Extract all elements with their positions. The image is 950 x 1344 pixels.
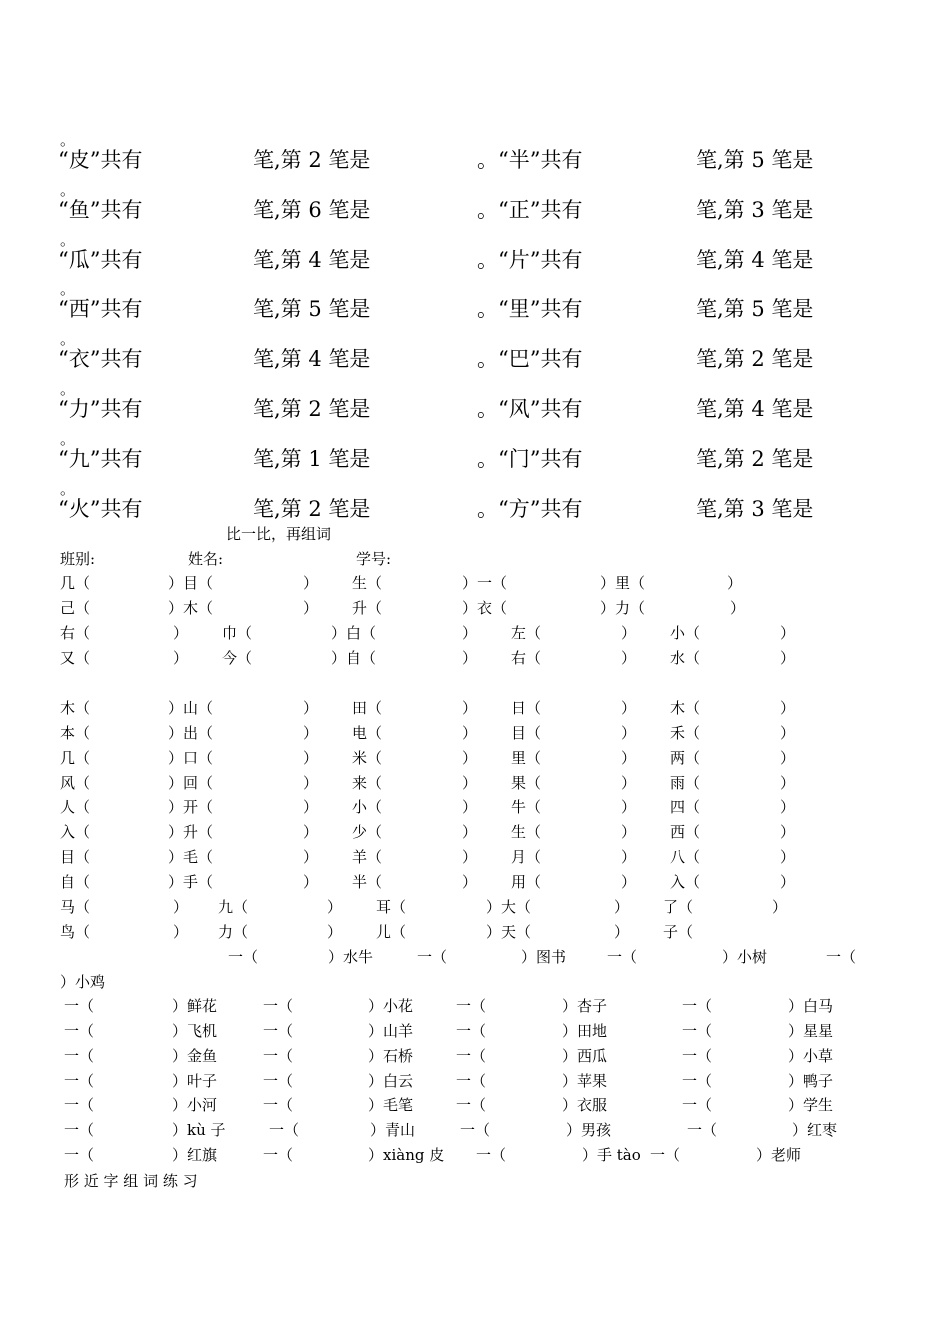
stroke-question-right: 。“风”共有	[477, 397, 583, 421]
word-pair-cell: 风（	[60, 773, 91, 792]
word-pair-cell: 九（	[218, 898, 249, 916]
measure-word-cell: ）老师	[756, 1146, 802, 1165]
word-pair-cell: ）木（	[168, 599, 214, 617]
word-pair-cell: ）	[327, 923, 343, 941]
measure-word-cell: ）苹果	[562, 1071, 608, 1090]
measure-word-cell: 一（	[682, 1071, 713, 1090]
measure-word-cell: ）水牛	[328, 948, 374, 966]
stroke-question-right: 。“正”共有	[477, 197, 583, 222]
measure-word-cell: ）金鱼	[172, 1046, 218, 1065]
measure-word-cell: ）图书	[521, 948, 567, 966]
word-pair-cell: 小（	[352, 798, 383, 817]
measure-word-cell: ）xiàng 皮	[368, 1146, 445, 1165]
word-pair-cell: ）	[621, 798, 637, 817]
stroke-question-right: 。“巴”共有	[477, 347, 583, 372]
word-pair-cell: ）山（	[168, 699, 214, 717]
word-pair-cell: ）里（	[600, 574, 646, 592]
word-pair-cell: ）	[780, 798, 796, 817]
compare-title: 比一比，再组词	[226, 525, 332, 543]
word-pair-cell: 自（	[60, 872, 91, 891]
measure-word-cell: ）白马	[788, 997, 834, 1015]
class-label: 班别:	[60, 550, 96, 568]
measure-word-cell: ）杏子	[562, 997, 608, 1015]
word-pair-cell: 西（	[670, 823, 701, 842]
word-pair-cell: ）	[614, 923, 630, 941]
measure-word-cell: 一（	[682, 1046, 713, 1065]
measure-word-cell: ）学生	[788, 1096, 834, 1115]
measure-word-cell: 一（	[64, 1046, 95, 1065]
word-pair-cell: 牛（	[511, 798, 542, 817]
measure-word-cell: ）青山	[370, 1121, 416, 1140]
measure-word-cell: ）西瓜	[562, 1046, 608, 1065]
measure-word-cell: ）山羊	[368, 1021, 414, 1040]
period-mark: 。	[60, 280, 76, 299]
word-pair-cell: ）回（	[168, 773, 214, 792]
word-pair-cell: ）天（	[486, 923, 532, 941]
word-pair-cell: ）	[303, 773, 319, 792]
word-pair-cell: ）	[780, 848, 796, 867]
word-pair-cell: ）	[303, 599, 319, 617]
stroke-question-end: 笔,第 4 笔是	[696, 247, 814, 272]
word-pair-cell: ）	[614, 898, 630, 916]
word-pair-cell: 入（	[670, 872, 701, 891]
word-pair-cell: 右（	[60, 624, 91, 642]
stroke-question-end: 笔,第 3 笔是	[696, 197, 814, 222]
word-pair-cell: 左（	[511, 624, 542, 642]
word-pair-cell: 生（	[511, 823, 542, 842]
measure-word-cell: 一（	[456, 1071, 487, 1090]
stroke-question-left: “衣”共有	[58, 347, 143, 372]
word-pair-cell: 雨（	[670, 773, 701, 792]
word-pair-cell: ）	[727, 574, 743, 592]
word-pair-cell: ）	[780, 872, 796, 891]
word-pair-cell: ）	[780, 748, 796, 767]
measure-word-cell: ）红旗	[172, 1146, 218, 1165]
word-pair-cell: ）大（	[486, 898, 532, 916]
word-pair-cell: 八（	[670, 848, 701, 867]
measure-word-cell: ）小河	[172, 1096, 218, 1115]
word-pair-cell: ）	[621, 699, 637, 717]
word-pair-cell: 右（	[511, 649, 542, 667]
period-mark: 。	[60, 429, 76, 448]
stroke-question-end: 笔,第 5 笔是	[696, 148, 814, 172]
word-pair-cell: 来（	[352, 773, 383, 792]
measure-word-cell: 一（	[64, 1096, 95, 1115]
stroke-question-end: 笔,第 2 笔是	[696, 446, 814, 471]
measure-word-cell: 一（	[64, 1071, 95, 1090]
word-pair-cell: ）目（	[168, 574, 214, 592]
measure-word-cell: 一（	[687, 1121, 718, 1140]
word-pair-cell: 巾（	[222, 624, 253, 642]
word-pair-cell: 目（	[60, 848, 91, 867]
measure-word-cell: 一（	[650, 1146, 681, 1165]
word-pair-cell: 又（	[60, 649, 91, 667]
word-pair-cell: ）	[621, 848, 637, 867]
word-pair-cell: ）	[462, 872, 478, 891]
word-pair-cell: ）升（	[168, 823, 214, 842]
measure-word-cell: ）飞机	[172, 1021, 218, 1040]
measure-word-cell: ）叶子	[172, 1071, 218, 1090]
word-pair-cell: 半（	[352, 872, 383, 891]
measure-word-cell: 一（	[263, 1021, 294, 1040]
number-label: 学号:	[356, 550, 392, 568]
word-pair-cell: 月（	[511, 848, 542, 867]
word-pair-cell: ）	[621, 649, 637, 667]
word-pair-cell: 电（	[352, 723, 383, 742]
word-pair-cell: 木（	[60, 699, 91, 717]
measure-word-cell: 一（	[64, 997, 95, 1015]
stroke-question-right: 。“方”共有	[477, 496, 583, 521]
word-pair-cell: 生（	[352, 574, 383, 592]
word-pair-cell: ）	[303, 872, 319, 891]
word-pair-cell: ）	[780, 723, 796, 742]
word-pair-cell: ）衣（	[462, 599, 508, 617]
measure-word-cell: ）白云	[368, 1071, 414, 1090]
stroke-question-mid: 笔,第 2 笔是	[253, 397, 371, 421]
word-pair-cell: 儿（	[376, 923, 407, 941]
word-pair-cell: ）自（	[331, 649, 377, 667]
stroke-question-left: “九”共有	[58, 446, 143, 471]
word-pair-cell: 本（	[60, 723, 91, 742]
word-pair-cell: ）	[303, 699, 319, 717]
word-pair-cell: 了（	[663, 898, 694, 916]
stroke-question-mid: 笔,第 5 笔是	[253, 297, 371, 322]
word-pair-cell: 木（	[670, 699, 701, 717]
period-mark: 。	[60, 131, 76, 149]
measure-word-cell: 一（	[456, 1096, 487, 1115]
measure-word-cell: 一（	[460, 1121, 491, 1140]
word-pair-cell: ）力（	[600, 599, 646, 617]
word-pair-cell: ）	[621, 872, 637, 891]
measure-word-cell: 一（	[269, 1121, 300, 1140]
measure-word-cell: 一（	[64, 1121, 95, 1140]
word-pair-cell: ）	[462, 624, 478, 642]
measure-word-cell: 一（	[64, 1021, 95, 1040]
name-label: 姓名:	[188, 550, 224, 568]
word-pair-cell: ）	[303, 574, 319, 592]
word-pair-cell: 日（	[511, 699, 542, 717]
word-pair-cell: ）	[303, 748, 319, 767]
word-pair-cell: ）	[303, 823, 319, 842]
word-pair-cell: ）	[780, 773, 796, 792]
word-pair-cell: 子（	[663, 923, 694, 941]
measure-word-cell: ）小树	[722, 948, 768, 966]
word-pair-cell: ）手（	[168, 872, 214, 891]
word-pair-cell: ）	[303, 723, 319, 742]
period-mark: 。	[60, 479, 76, 498]
measure-word-cell: 一（	[456, 1046, 487, 1065]
measure-word-cell: ）男孩	[566, 1121, 612, 1140]
stroke-question-end: 笔,第 3 笔是	[696, 496, 814, 521]
word-pair-cell: 小（	[670, 624, 701, 642]
word-pair-cell: 禾（	[670, 723, 701, 742]
word-pair-cell: 马（	[60, 898, 91, 916]
word-pair-cell: 今（	[222, 649, 253, 667]
measure-word-cell: 一（	[456, 997, 487, 1015]
measure-word-cell: 一（	[456, 1021, 487, 1040]
measure-word-cell: ）手 tào	[582, 1146, 641, 1165]
word-pair-cell: ）	[462, 848, 478, 867]
measure-word-cell: ）小草	[788, 1046, 834, 1065]
stroke-question-right: 。“片”共有	[477, 247, 583, 272]
measure-word-cell: ）毛笔	[368, 1096, 414, 1115]
word-pair-cell: 羊（	[352, 848, 383, 867]
measure-word-cell: 一（	[64, 1146, 95, 1165]
word-pair-cell: 鸟（	[60, 923, 91, 941]
measure-word-cell: 一（	[682, 1096, 713, 1115]
stroke-question-left: “火”共有	[58, 496, 143, 521]
word-pair-cell: ）	[173, 624, 189, 642]
period-mark: 。	[60, 230, 76, 249]
word-pair-cell: ）	[780, 699, 796, 717]
word-pair-cell: 用（	[511, 872, 542, 891]
stroke-question-mid: 笔,第 4 笔是	[253, 247, 371, 272]
word-pair-cell: 入（	[60, 823, 91, 842]
word-pair-cell: ）一（	[462, 574, 508, 592]
word-pair-cell: 己（	[60, 599, 91, 617]
stroke-question-left: “力”共有	[58, 397, 143, 421]
word-pair-cell: 耳（	[376, 898, 407, 916]
word-pair-cell: ）毛（	[168, 848, 214, 867]
measure-word-cell: ）鸭子	[788, 1071, 834, 1090]
word-pair-cell: 几（	[60, 574, 91, 592]
stroke-question-left: “西”共有	[58, 297, 143, 322]
word-pair-cell: ）口（	[168, 748, 214, 767]
measure-word-cell: ）田地	[562, 1021, 608, 1040]
period-mark: 。	[60, 180, 76, 199]
measure-word-cell: ）衣服	[562, 1096, 608, 1115]
word-pair-cell: ）	[462, 773, 478, 792]
word-pair-cell: ）	[621, 773, 637, 792]
measure-word-cell: ）红枣	[792, 1121, 838, 1140]
stroke-question-mid: 笔,第 2 笔是	[253, 148, 371, 172]
word-pair-cell: 水（	[670, 649, 701, 667]
word-pair-cell: ）	[327, 898, 343, 916]
word-pair-cell: ）	[730, 599, 746, 617]
measure-word-cell: 一（	[263, 1071, 294, 1090]
word-pair-cell: 四（	[670, 798, 701, 817]
word-pair-cell: 升（	[352, 599, 383, 617]
word-pair-cell: ）	[462, 699, 478, 717]
word-pair-cell: 米（	[352, 748, 383, 767]
footer-title: 形 近 字 组 词 练 习	[64, 1172, 198, 1190]
word-pair-cell: 田（	[352, 699, 383, 717]
measure-word-cell: 一（	[228, 948, 259, 966]
word-pair-cell: 几（	[60, 748, 91, 767]
measure-word-cell: ）小花	[368, 997, 414, 1015]
word-pair-cell: ）	[462, 649, 478, 667]
stroke-question-left: “鱼”共有	[58, 197, 143, 222]
stroke-question-end: 笔,第 2 笔是	[696, 347, 814, 372]
word-pair-cell: 果（	[511, 773, 542, 792]
word-pair-cell: ）白（	[331, 624, 377, 642]
measure-word-cell: ）kù 子	[172, 1121, 226, 1140]
measure-word-cell: 一（	[826, 948, 857, 966]
word-pair-cell: ）出（	[168, 723, 214, 742]
word-pair-cell: 里（	[511, 748, 542, 767]
period-mark: 。	[60, 380, 76, 398]
word-pair-cell: 力（	[218, 923, 249, 941]
word-pair-cell: ）	[173, 898, 189, 916]
stroke-question-right: 。“门”共有	[477, 446, 583, 471]
measure-word-cell: ）石桥	[368, 1046, 414, 1065]
stroke-question-end: 笔,第 4 笔是	[696, 397, 814, 421]
period-mark: 。	[60, 330, 76, 349]
stroke-question-right: 。“半”共有	[477, 148, 583, 172]
word-pair-cell: 少（	[352, 823, 383, 842]
word-pair-cell: ）	[780, 649, 796, 667]
word-pair-cell: 人（	[60, 798, 91, 817]
stroke-question-left: “瓜”共有	[58, 247, 143, 272]
measure-word-cell: 一（	[263, 1146, 294, 1165]
measure-word-cell: 一（	[263, 1096, 294, 1115]
word-pair-cell: ）	[621, 823, 637, 842]
word-pair-cell: ）	[462, 723, 478, 742]
stroke-question-left: “皮”共有	[58, 148, 143, 172]
word-pair-cell: ）	[462, 798, 478, 817]
word-pair-cell: ）	[621, 748, 637, 767]
measure-word-cell: ）鲜花	[172, 997, 218, 1015]
stroke-question-mid: 笔,第 2 笔是	[253, 496, 371, 521]
word-pair-cell: ）	[780, 823, 796, 842]
word-pair-cell: ）	[462, 748, 478, 767]
measure-word-cell: 一（	[476, 1146, 507, 1165]
word-pair-cell: ）	[303, 798, 319, 817]
word-pair-cell: ）	[173, 649, 189, 667]
word-pair-cell: 两（	[670, 748, 701, 767]
word-pair-cell: ）	[303, 848, 319, 867]
measure-word-cell: ）小鸡	[60, 973, 106, 991]
measure-word-cell: 一（	[682, 1021, 713, 1040]
stroke-question-mid: 笔,第 1 笔是	[253, 446, 371, 471]
measure-word-cell: 一（	[417, 948, 448, 966]
measure-word-cell: ）星星	[788, 1021, 834, 1040]
word-pair-cell: ）	[173, 923, 189, 941]
word-pair-cell: ）开（	[168, 798, 214, 817]
stroke-question-mid: 笔,第 6 笔是	[253, 197, 371, 222]
stroke-question-mid: 笔,第 4 笔是	[253, 347, 371, 372]
word-pair-cell: ）	[772, 898, 788, 916]
word-pair-cell: ）	[621, 723, 637, 742]
word-pair-cell: ）	[462, 823, 478, 842]
word-pair-cell: ）	[780, 624, 796, 642]
word-pair-cell: 目（	[511, 723, 542, 742]
stroke-question-end: 笔,第 5 笔是	[696, 297, 814, 322]
measure-word-cell: 一（	[607, 948, 638, 966]
measure-word-cell: 一（	[263, 997, 294, 1015]
measure-word-cell: 一（	[682, 997, 713, 1015]
word-pair-cell: ）	[621, 624, 637, 642]
stroke-question-right: 。“里”共有	[477, 297, 583, 322]
measure-word-cell: 一（	[263, 1046, 294, 1065]
